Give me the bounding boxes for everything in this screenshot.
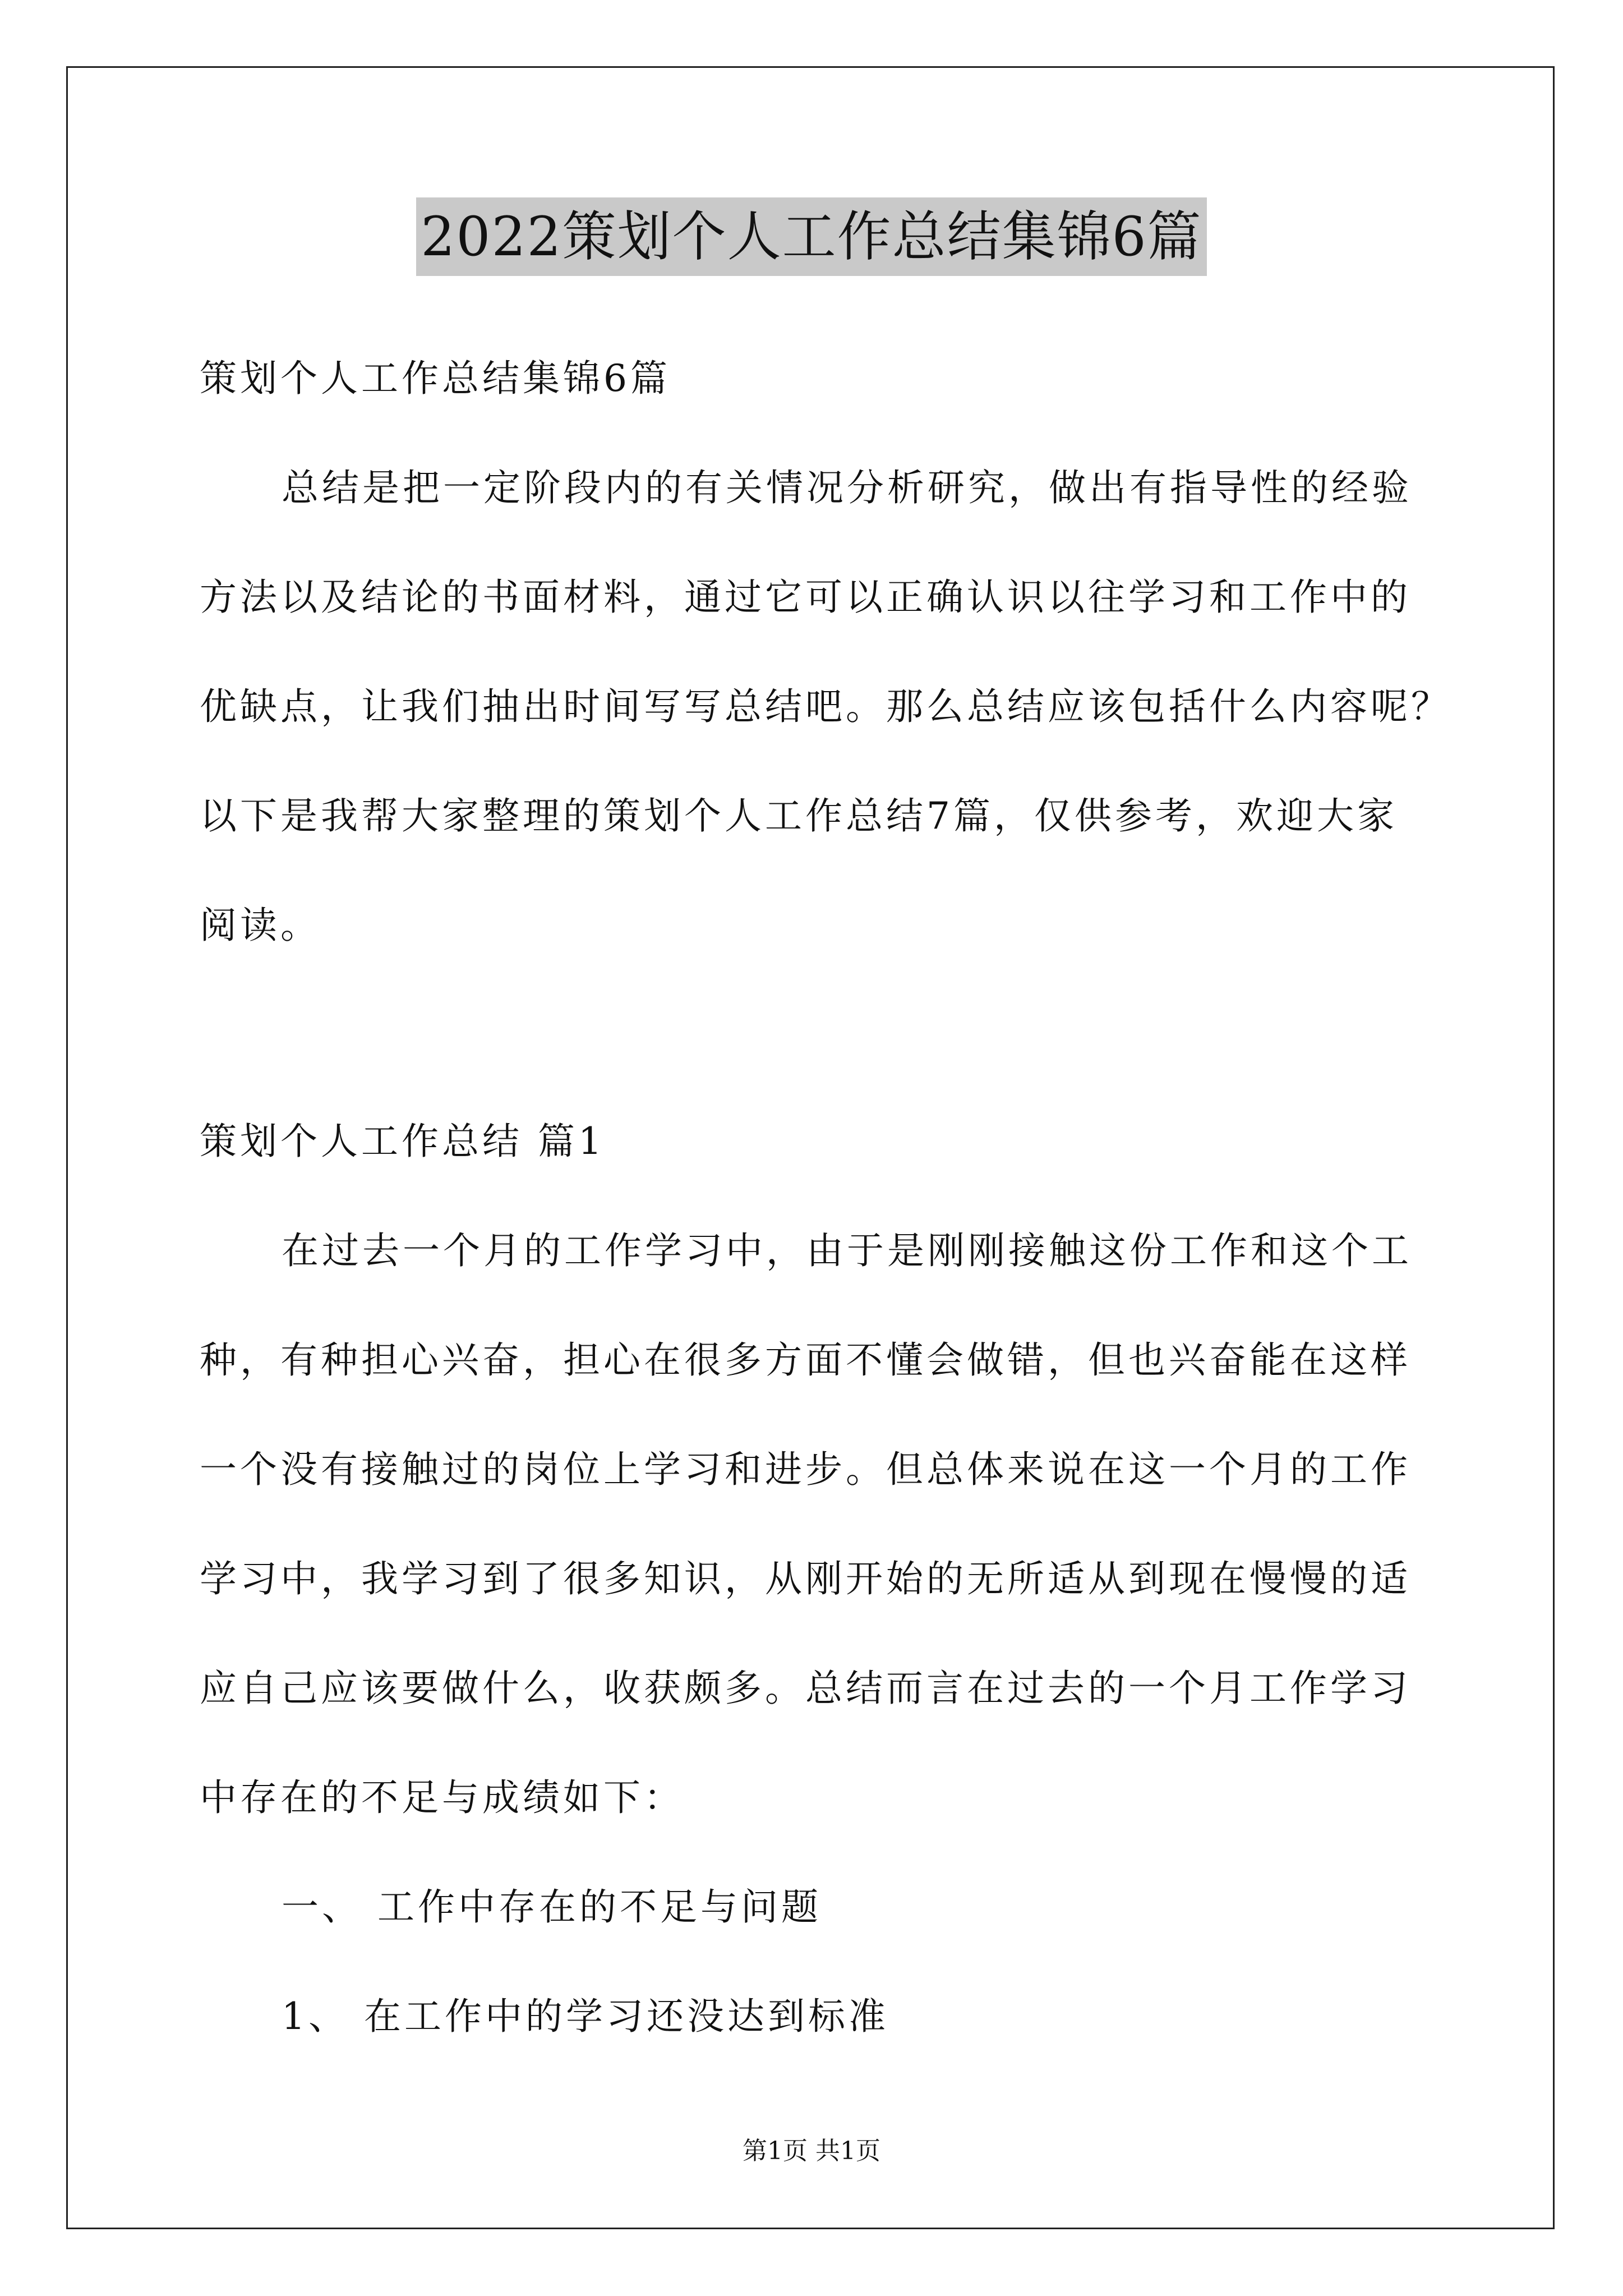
- section-line: 中存在的不足与成绩如下：: [200, 1776, 684, 1819]
- list-item: 1、 在工作中的学习还没达到标准: [282, 1995, 889, 2038]
- list-heading: 一、 工作中存在的不足与问题: [282, 1885, 822, 1929]
- intro-line: 优缺点，让我们抽出时间写写总结吧。那么总结应该包括什么内容呢？: [200, 685, 1451, 728]
- section-line: 在过去一个月的工作学习中，由于是刚刚接触这份工作和这个工: [282, 1229, 1412, 1272]
- intro-line: 方法以及结论的书面材料，通过它可以正确认识以往学习和工作中的: [200, 576, 1411, 619]
- document-title: 2022策划个人工作总结集锦6篇: [416, 197, 1206, 276]
- title-container: [0, 197, 1623, 276]
- document-subtitle: 策划个人工作总结集锦6篇: [200, 357, 671, 400]
- intro-line: 阅读。: [200, 904, 321, 947]
- page-footer: 第1页 共1页: [743, 2137, 880, 2165]
- section-line: 种，有种担心兴奋，担心在很多方面不懂会做错，但也兴奋能在这样: [200, 1338, 1411, 1382]
- intro-line: 以下是我帮大家整理的策划个人工作总结7篇，仅供参考，欢迎大家: [200, 794, 1398, 838]
- section-line: 学习中，我学习到了很多知识，从刚开始的无所适从到现在慢慢的适: [200, 1557, 1411, 1600]
- intro-line: 总结是把一定阶段内的有关情况分析研究，做出有指导性的经验: [282, 466, 1412, 509]
- section-line: 应自己应该要做什么，收获颇多。总结而言在过去的一个月工作学习: [200, 1667, 1411, 1710]
- section-line: 一个没有接触过的岗位上学习和进步。但总体来说在这一个月的工作: [200, 1448, 1411, 1491]
- section-heading: 策划个人工作总结 篇1: [200, 1120, 605, 1163]
